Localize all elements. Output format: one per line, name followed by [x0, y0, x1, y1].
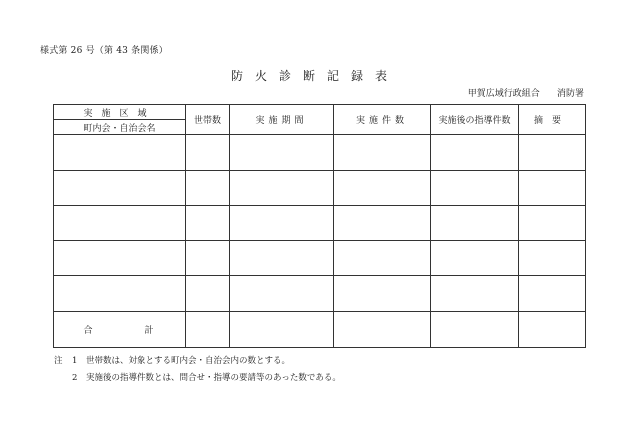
cell-households[interactable] — [186, 241, 230, 276]
total-label — [54, 311, 186, 347]
organization-name: 甲賀広域行政組合 — [467, 89, 540, 99]
table-row — [54, 205, 586, 240]
table-row — [54, 135, 586, 170]
cell-period[interactable] — [230, 170, 334, 205]
header-area: 実施区域 — [54, 105, 186, 120]
cell-guidance-count[interactable] — [431, 241, 519, 276]
cell-guidance-count[interactable] — [431, 205, 519, 240]
total-count[interactable] — [334, 311, 431, 347]
form-number: 様式第 26 号（第 43 条関係） — [40, 46, 168, 56]
department-name: 消防署 — [556, 89, 584, 99]
cell-remarks[interactable] — [519, 135, 586, 170]
cell-area[interactable] — [54, 276, 186, 311]
cell-area[interactable] — [54, 170, 186, 205]
table-row — [54, 170, 586, 205]
header-period: 実施期間 — [230, 105, 334, 135]
issuer — [468, 86, 584, 99]
cell-remarks[interactable] — [519, 276, 586, 311]
cell-households[interactable] — [186, 170, 230, 205]
cell-area[interactable] — [54, 241, 186, 276]
table-row — [54, 241, 586, 276]
page-title: 防火診断記録表 — [230, 69, 399, 83]
cell-remarks[interactable] — [519, 170, 586, 205]
header-area-sub: 町内会・自治会名 — [54, 120, 186, 135]
cell-guidance-count[interactable] — [431, 170, 519, 205]
total-period[interactable] — [230, 311, 334, 347]
cell-guidance-count[interactable] — [431, 135, 519, 170]
note-text: 実施後の指導件数とは、問合せ・指導の要請等のあった数である。 — [86, 373, 341, 383]
total-guidance-count[interactable] — [431, 311, 519, 347]
header-households: 世帯数 — [186, 105, 230, 135]
cell-count[interactable] — [334, 241, 431, 276]
cell-period[interactable] — [230, 135, 334, 170]
note-text: 世帯数は、対象とする町内会・自治会内の数とする。 — [86, 356, 291, 366]
total-label-right: 計 — [144, 325, 156, 336]
cell-area[interactable] — [54, 205, 186, 240]
header-row — [54, 105, 586, 120]
cell-households[interactable] — [186, 205, 230, 240]
cell-households[interactable] — [186, 135, 230, 170]
header-remarks: 摘要 — [519, 105, 586, 135]
cell-count[interactable] — [334, 205, 431, 240]
note-prefix: 注 — [54, 356, 63, 366]
note-number: 1 — [72, 356, 78, 366]
cell-count[interactable] — [334, 135, 431, 170]
total-remarks[interactable] — [519, 311, 586, 347]
cell-households[interactable] — [186, 276, 230, 311]
cell-count[interactable] — [334, 170, 431, 205]
record-table — [53, 104, 586, 348]
cell-period[interactable] — [230, 241, 334, 276]
cell-count[interactable] — [334, 276, 431, 311]
cell-guidance-count[interactable] — [431, 276, 519, 311]
note-item — [54, 370, 341, 387]
header-guidance-count: 実施後の指導件数 — [431, 105, 519, 135]
header-count: 実施件数 — [334, 105, 431, 135]
note-number: 2 — [72, 373, 78, 383]
total-label-left: 合 — [83, 325, 95, 336]
total-row — [54, 311, 586, 347]
cell-period[interactable] — [230, 276, 334, 311]
cell-remarks[interactable] — [519, 205, 586, 240]
table-row — [54, 276, 586, 311]
note-item — [54, 353, 341, 370]
total-households[interactable] — [186, 311, 230, 347]
cell-remarks[interactable] — [519, 241, 586, 276]
notes — [54, 353, 341, 387]
cell-period[interactable] — [230, 205, 334, 240]
cell-area[interactable] — [54, 135, 186, 170]
